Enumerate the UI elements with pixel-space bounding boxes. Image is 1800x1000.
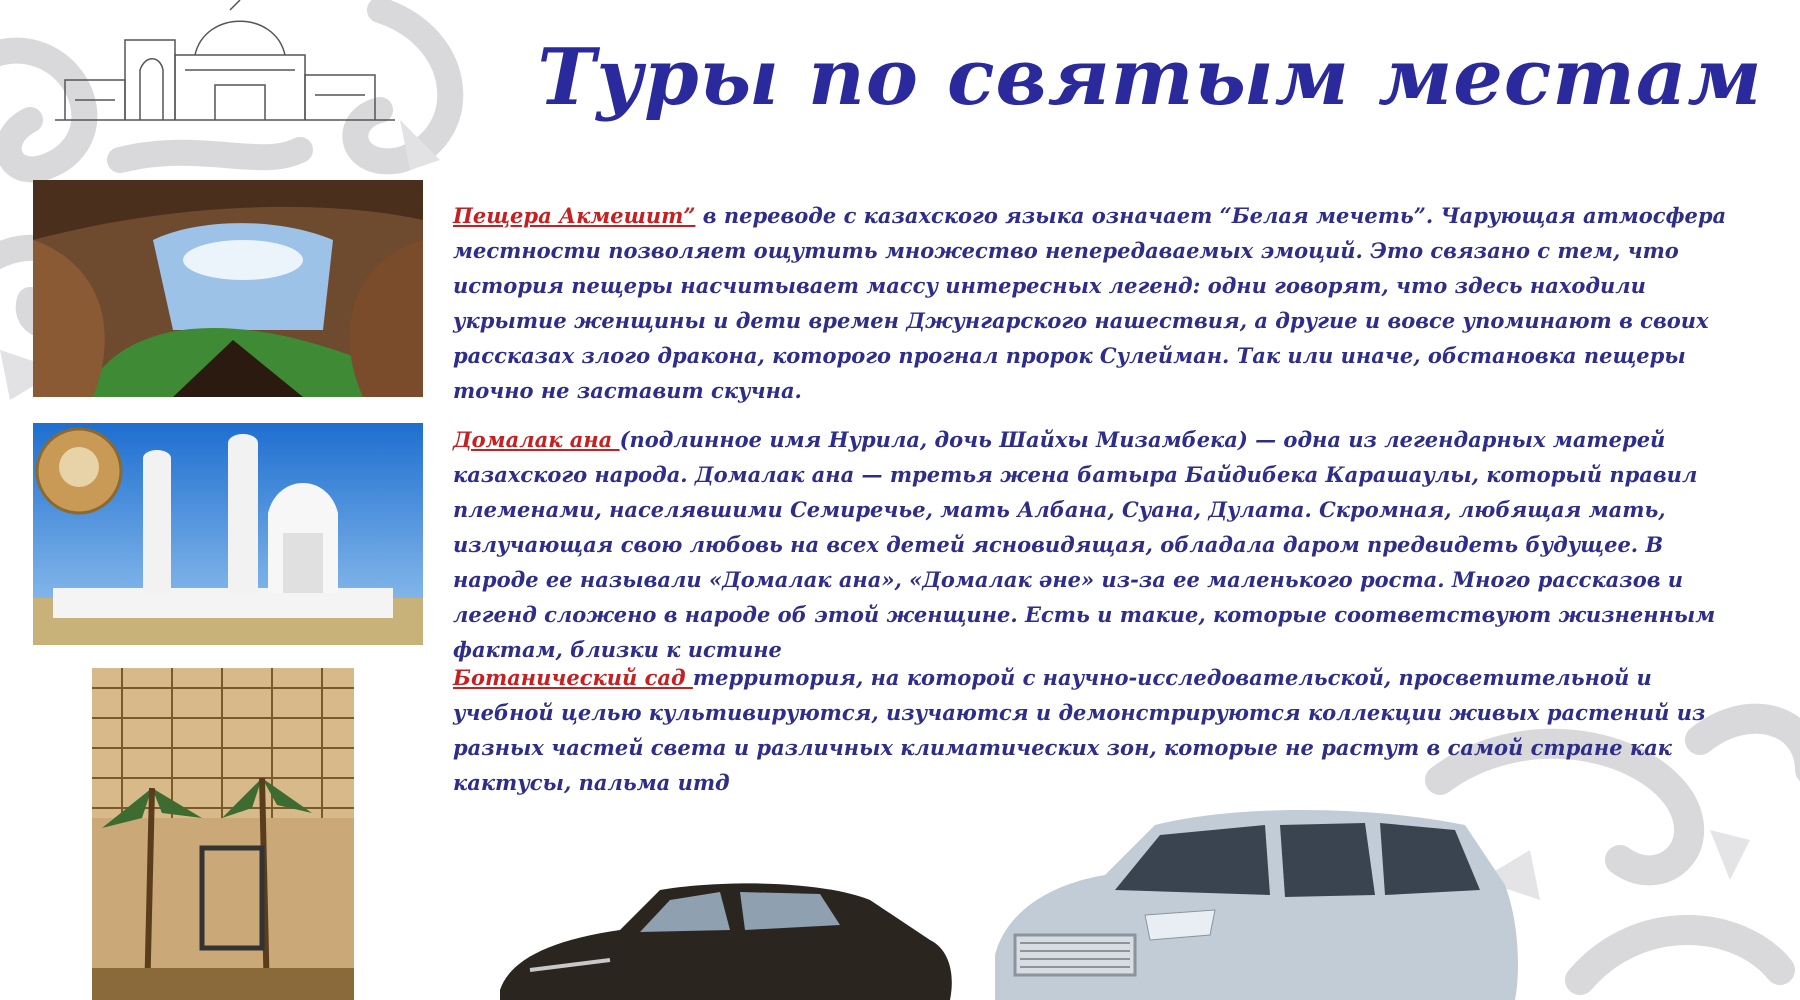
section-cave-text — [453, 198, 1753, 408]
car-suv — [490, 880, 960, 1000]
section-cave — [453, 198, 1753, 408]
section-domalak-text — [453, 422, 1753, 667]
sketch-mausoleum — [45, 0, 405, 140]
mausoleum-photo — [33, 423, 423, 645]
section-botanical — [453, 660, 1753, 800]
car-minivan — [985, 805, 1525, 1000]
section-domalak — [453, 422, 1753, 667]
section-botanical-body: территория, на которой с научно-исследовательской, просветительной и учебной целью культивируются, изучаются и демонстрируются коллекции живых растений из разных частей света и различных климатических зон, которые не растут в самой стране как кактусы, пальма итд — [453, 665, 1706, 795]
section-botanical-text — [453, 660, 1753, 800]
section-cave-highlight: Пещера Акмешит” — [453, 203, 696, 228]
page-title: Туры по святым местам — [537, 32, 1763, 123]
section-botanical-highlight: Ботанический сад — [453, 665, 693, 690]
section-domalak-body: (подлинное имя Нурила, дочь Шайхы Мизамбека) — одна из легендарных матерей казахского народа. Домалак ана — третья жена батыра Байдибека Карашаулы, который правил племенами, населявшими Семиречье, мать Албана, Суана, Дулата. Скромная, любящая мать, излучающая свою любовь на всех детей ясновидящая, обладала даром предвидеть будущее. В народе ее называли «Домалак ана», «Домалак әне» из-за ее маленького роста. Много рассказов и легенд сложено в народе об этой женщине. Есть и такие, которые соответствуют жизненным фактам, близки к истине — [453, 427, 1716, 662]
section-domalak-highlight: Домалак ана — [453, 427, 620, 452]
section-cave-body: в переводе с казахского языка означает “Белая мечеть”. Чарующая атмосфера местности позволяет ощутить множество непередаваемых эмоций. Это связано с тем, что история пещеры насчитывает массу интересных легенд: одни говорят, что здесь находили укрытие женщины и дети времен Джунгарского нашествия, а другие и вовсе упоминают в своих рассказах злого дракона, которого прогнал пророк Сулейман. Так или иначе, обстановка пещеры точно не заставит скучна. — [453, 203, 1727, 403]
greenhouse-photo — [92, 668, 354, 1000]
cave-photo — [33, 180, 423, 397]
